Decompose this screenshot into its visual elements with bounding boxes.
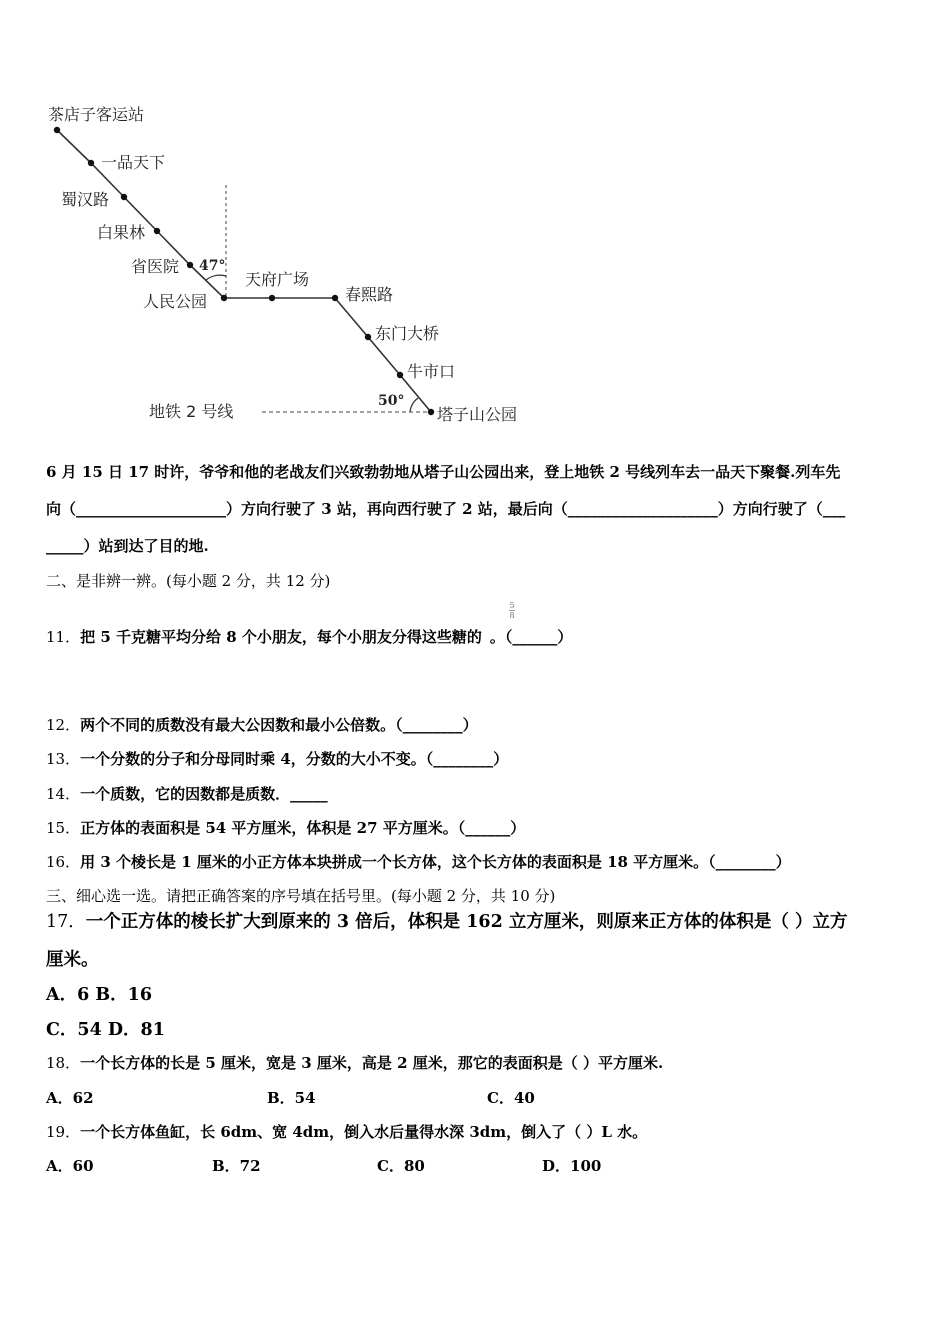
question-19-option-b: B．72 (212, 1157, 261, 1175)
question-number: 11． (46, 628, 81, 646)
question-11 (46, 626, 572, 647)
question-number: 15． (46, 819, 81, 837)
question-text: 一个正方体的棱长扩大到原来的 3 倍后，体积是 162 立方厘米，则原来正方体的体积是（ ）立方 (85, 912, 848, 932)
station-label: 蜀汉路 (61, 190, 110, 209)
metro-line-2 (57, 130, 431, 412)
subway-map (0, 90, 560, 435)
station-dot (187, 262, 193, 268)
question-tail: 。（______） (489, 628, 573, 646)
station-dot (54, 127, 60, 133)
question-number: 14． (46, 785, 81, 803)
question-number: 12． (46, 716, 81, 734)
question-19-option-a: A．60 (46, 1157, 94, 1175)
question-14 (46, 783, 328, 804)
station-label: 东门大桥 (375, 324, 440, 343)
station-dot (88, 160, 94, 166)
question-17-options-cd: C．54 D．81 (46, 1020, 165, 1040)
question-13 (46, 748, 508, 769)
station-dot (121, 194, 127, 200)
question-text: 一个长方体的长是 5 厘米，宽是 3 厘米，高是 2 厘米，那它的表面积是（ ）平方厘米. (80, 1054, 664, 1072)
station-label: 塔子山公园 (437, 405, 518, 424)
station-label: 春熙路 (345, 285, 394, 304)
q10-line-1: 6 月 15 日 17 时许，爷爷和他的老战友们兴致勃勃地从塔子山公园出来，登上地铁 2 号线列车去一品天下聚餐.列车先 (46, 463, 841, 481)
question-text: 一个分数的分子和分母同时乘 4，分数的大小不变。（________） (80, 750, 509, 768)
question-17-line-2: 厘米。 (46, 950, 99, 970)
q10-line-3: _____）站到达了目的地. (46, 537, 209, 555)
station-dot (154, 228, 160, 234)
question-text: 把 5 千克糖平均分给 8 个小朋友，每个小朋友分得这些糖的 (80, 628, 482, 646)
question-19 (46, 1121, 647, 1142)
station-dot (365, 334, 371, 340)
question-number: 13． (46, 750, 81, 768)
station-dot (221, 295, 227, 301)
question-18-option-b: B．54 (267, 1089, 316, 1107)
angle-arc-50 (410, 398, 418, 412)
angle-label-47: 47° (199, 258, 226, 274)
question-text: 正方体的表面积是 54 平方厘米，体积是 27 平方厘米。（______） (80, 819, 526, 837)
question-text: 一个长方体鱼缸，长 6dm、宽 4dm，倒入水后量得水深 3dm，倒入了（ ）L 水。 (80, 1123, 648, 1141)
station-label: 牛市口 (407, 362, 456, 381)
station-label: 人民公园 (143, 292, 208, 311)
question-17-options-ab: A．6 B．16 (46, 985, 152, 1005)
station-label: 天府广场 (245, 270, 310, 289)
angle-label-50: 50° (378, 393, 405, 409)
station-dot (332, 295, 338, 301)
section-2-heading: 二、是非辨一辨。(每小题 2 分，共 12 分) (46, 572, 331, 590)
metro-line-label: 地铁 2 号线 (149, 402, 234, 421)
question-18-option-c: C．40 (487, 1089, 535, 1107)
fraction-denominator: 8 (509, 611, 515, 620)
q10-line-2: 向（____________________）方向行驶了 3 站，再向西行驶了 2 站，最后向（____________________）方向行驶了（___ (46, 500, 846, 518)
question-number: 19． (46, 1123, 81, 1141)
fraction-five-eighths (509, 601, 515, 620)
station-label: 白果林 (97, 223, 146, 242)
station-label: 茶店子客运站 (48, 105, 145, 124)
question-number: 16． (46, 853, 81, 871)
question-16 (46, 851, 791, 872)
question-18-option-a: A．62 (46, 1089, 94, 1107)
question-12 (46, 714, 478, 735)
station-dot (269, 295, 275, 301)
question-number: 18． (46, 1054, 81, 1072)
question-19-option-c: C．80 (377, 1157, 425, 1175)
question-17 (46, 908, 847, 933)
station-label: 一品天下 (101, 153, 166, 172)
question-text: 用 3 个棱长是 1 厘米的小正方体本块拼成一个长方体，这个长方体的表面积是 18 平方厘米。（________） (80, 853, 791, 871)
section-3-heading: 三、细心选一选。请把正确答案的序号填在括号里。(每小题 2 分，共 10 分) (46, 887, 556, 905)
station-dot (397, 372, 403, 378)
question-text: 两个不同的质数没有最大公因数和最小公倍数。（________） (80, 716, 478, 734)
question-19-option-d: D．100 (542, 1157, 602, 1175)
question-15 (46, 817, 525, 838)
question-18 (46, 1052, 663, 1073)
question-text: 一个质数，它的因数都是质数．_____ (80, 785, 328, 803)
station-label: 省医院 (131, 257, 180, 276)
angle-arc-47 (206, 275, 226, 280)
station-dot (428, 409, 434, 415)
fraction-numerator: 5 (509, 601, 515, 610)
question-number: 17． (46, 912, 86, 932)
